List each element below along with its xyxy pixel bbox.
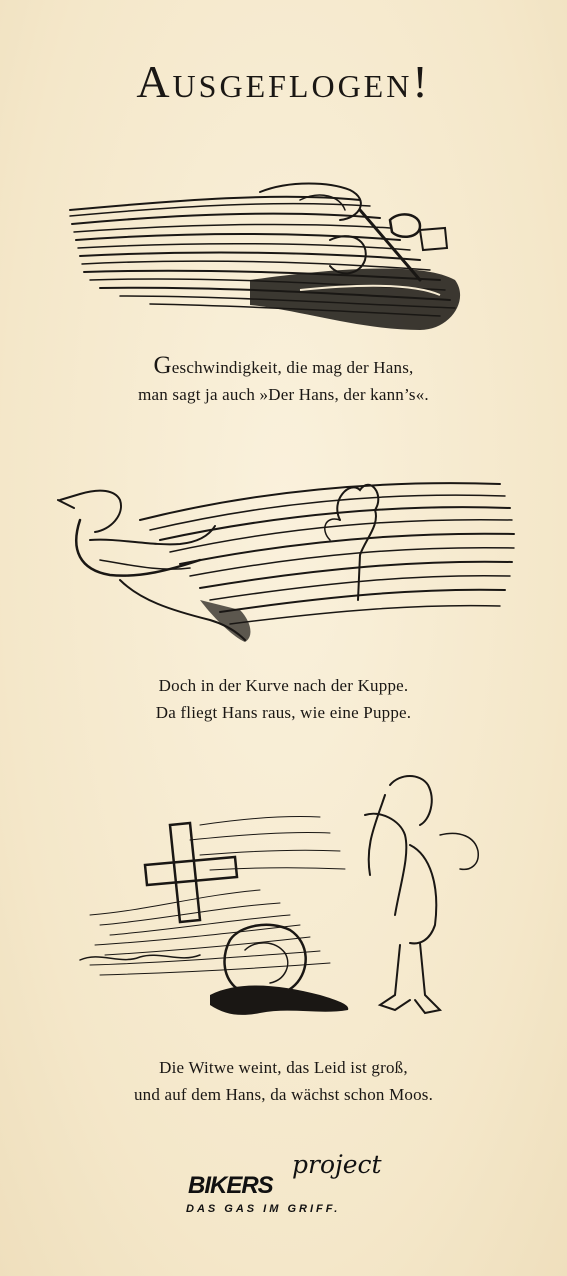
- logo-script-text: project: [292, 1150, 382, 1179]
- verse-3: [0, 1054, 567, 1108]
- verse-2-line-2: Da fliegt Hans raus, wie eine Puppe.: [155, 703, 412, 722]
- verse-2: [0, 672, 567, 726]
- verse-3-line-1: Die Witwe weint, das Leid ist groß,: [159, 1058, 408, 1077]
- logo-tagline: DAS GAS IM GRIFF.: [186, 1203, 341, 1215]
- speeding-motorcycle-illustration: [0, 170, 567, 340]
- verse-2-line-1: Doch in der Kurve nach der Kuppe.: [158, 676, 409, 695]
- verse-3-line-2: und auf dem Hans, da wächst schon Moos.: [133, 1085, 434, 1104]
- verse-1: [0, 352, 567, 408]
- verse-1-line-1: Geschwindigkeit, die mag der Hans,: [153, 352, 414, 379]
- verse-1-line-2: man sagt ja auch »Der Hans, der kann’s«.: [138, 385, 429, 404]
- grave-widow-illustration: [0, 765, 567, 1030]
- bikers-project-logo: [180, 1150, 400, 1220]
- rider-flying-off-illustration: [0, 460, 567, 650]
- page-title: Ausgeflogen!: [136, 56, 431, 107]
- drop-cap-letter: G: [153, 352, 172, 379]
- logo-brand-text: BIKERS: [188, 1172, 273, 1199]
